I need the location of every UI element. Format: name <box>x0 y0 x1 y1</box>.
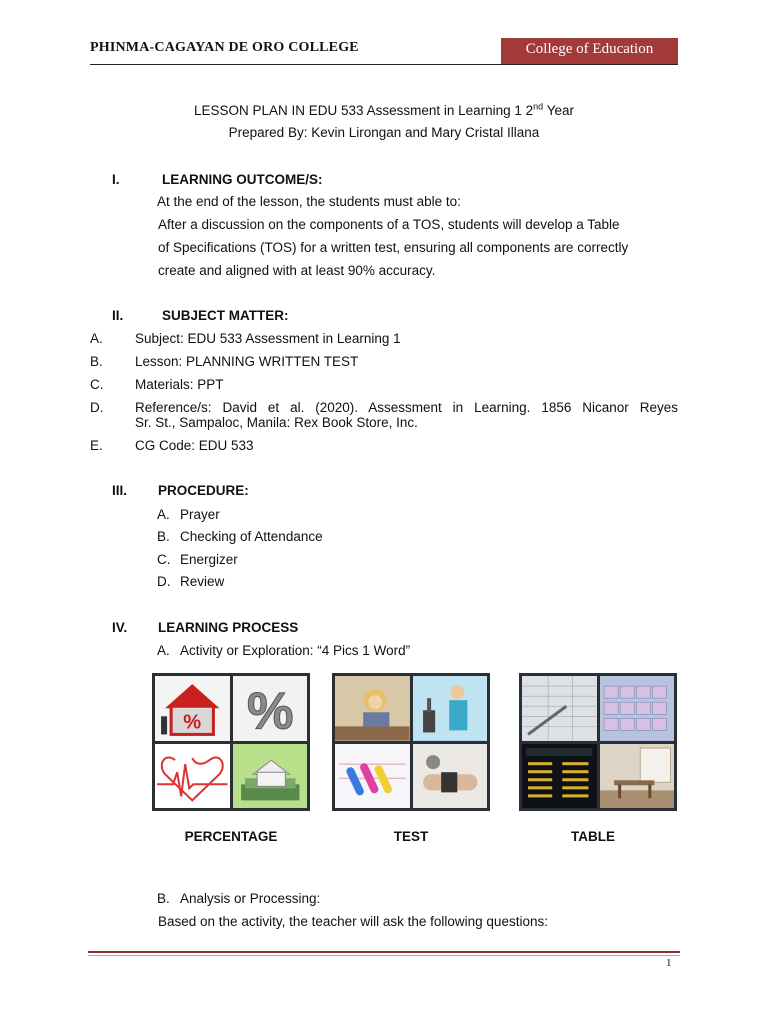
list-item: Energizer <box>180 552 238 567</box>
puzzle-answer: PERCENTAGE <box>184 829 278 844</box>
section-1-intro: At the end of the lesson, the students must able to: <box>157 194 461 209</box>
puzzle-answer: TABLE <box>571 829 615 844</box>
list-letter: D. <box>90 400 104 415</box>
section-1-numeral: I. <box>112 172 120 187</box>
svg-text:%: % <box>183 711 202 734</box>
section-3-numeral: III. <box>112 483 128 498</box>
house-money-image <box>233 744 308 809</box>
section-1-heading: LEARNING OUTCOME/S: <box>162 172 323 187</box>
list-letter: A. <box>157 507 170 522</box>
section-4-heading: LEARNING PROCESS <box>158 620 299 635</box>
list-letter: A. <box>157 643 170 658</box>
outcome-line: After a discussion on the components of a TOS, students will develop a Table <box>158 217 620 232</box>
list-item: Prayer <box>180 507 220 522</box>
data-table-image <box>522 676 597 741</box>
list-item: Checking of Attendance <box>180 529 323 544</box>
puzzle-table-grid <box>519 673 677 811</box>
reference-line-2: Sr. St., Sampaloc, Manila: Rex Book Store, Inc. <box>135 415 418 430</box>
scientist-microscope-image <box>413 676 488 741</box>
test-tubes-image <box>335 744 410 809</box>
section-2-heading: SUBJECT MATTER: <box>162 308 289 323</box>
analysis-label: Analysis or Processing: <box>180 891 321 906</box>
list-item: Materials: PPT <box>135 377 224 392</box>
list-letter: D. <box>157 574 171 589</box>
house-percent-image <box>155 676 230 741</box>
footer-divider <box>88 951 680 953</box>
lesson-plan-title: LESSON PLAN IN EDU 533 Assessment in Learning 1 2nd Year <box>194 101 574 118</box>
prepared-by: Prepared By: Kevin Lirongan and Mary Cristal Illana <box>228 125 540 140</box>
list-letter: B. <box>90 354 103 369</box>
student-writing-image <box>335 676 410 741</box>
department-badge: College of Education <box>501 38 678 65</box>
puzzle-percentage-grid <box>152 673 310 811</box>
section-3-heading: PROCEDURE: <box>158 483 249 498</box>
list-letter: C. <box>90 377 104 392</box>
list-letter: E. <box>90 438 103 453</box>
activity-label: Activity or Exploration: “4 Pics 1 Word” <box>180 643 411 658</box>
departures-board-image <box>522 744 597 809</box>
section-2-numeral: II. <box>112 308 124 323</box>
percent-symbol-image <box>233 676 308 741</box>
list-item: Lesson: PLANNING WRITTEN TEST <box>135 354 359 369</box>
list-letter: A. <box>90 331 103 346</box>
outcome-line: create and aligned with at least 90% accuracy. <box>158 263 436 278</box>
heartbeat-image <box>155 744 230 809</box>
page-number: 1 <box>666 957 672 969</box>
header-divider <box>90 64 678 65</box>
list-item: CG Code: EDU 533 <box>135 438 254 453</box>
puzzle-answer: TEST <box>393 829 429 844</box>
list-item: Subject: EDU 533 Assessment in Learning 1 <box>135 331 401 346</box>
puzzle-test-grid <box>332 673 490 811</box>
list-letter: C. <box>157 552 171 567</box>
periodic-table-image <box>600 676 675 741</box>
svg-text:%: % <box>246 682 294 741</box>
reference-line-1: Reference/s: David et al. (2020). Assessment in Learning. 1856 Nicanor Reyes <box>135 400 678 415</box>
outcome-line: of Specifications (TOS) for a written test, ensuring all components are correctly <box>158 240 629 255</box>
dining-table-image <box>600 744 675 809</box>
analysis-text: Based on the activity, the teacher will ask the following questions: <box>158 914 548 929</box>
blood-pressure-image <box>413 744 488 809</box>
list-letter: B. <box>157 891 170 906</box>
college-name: PHINMA-CAGAYAN DE ORO COLLEGE <box>90 40 359 55</box>
list-item: Review <box>180 574 225 589</box>
footer-divider-thin <box>88 955 680 956</box>
section-4-numeral: IV. <box>112 620 128 635</box>
list-letter: B. <box>157 529 170 544</box>
